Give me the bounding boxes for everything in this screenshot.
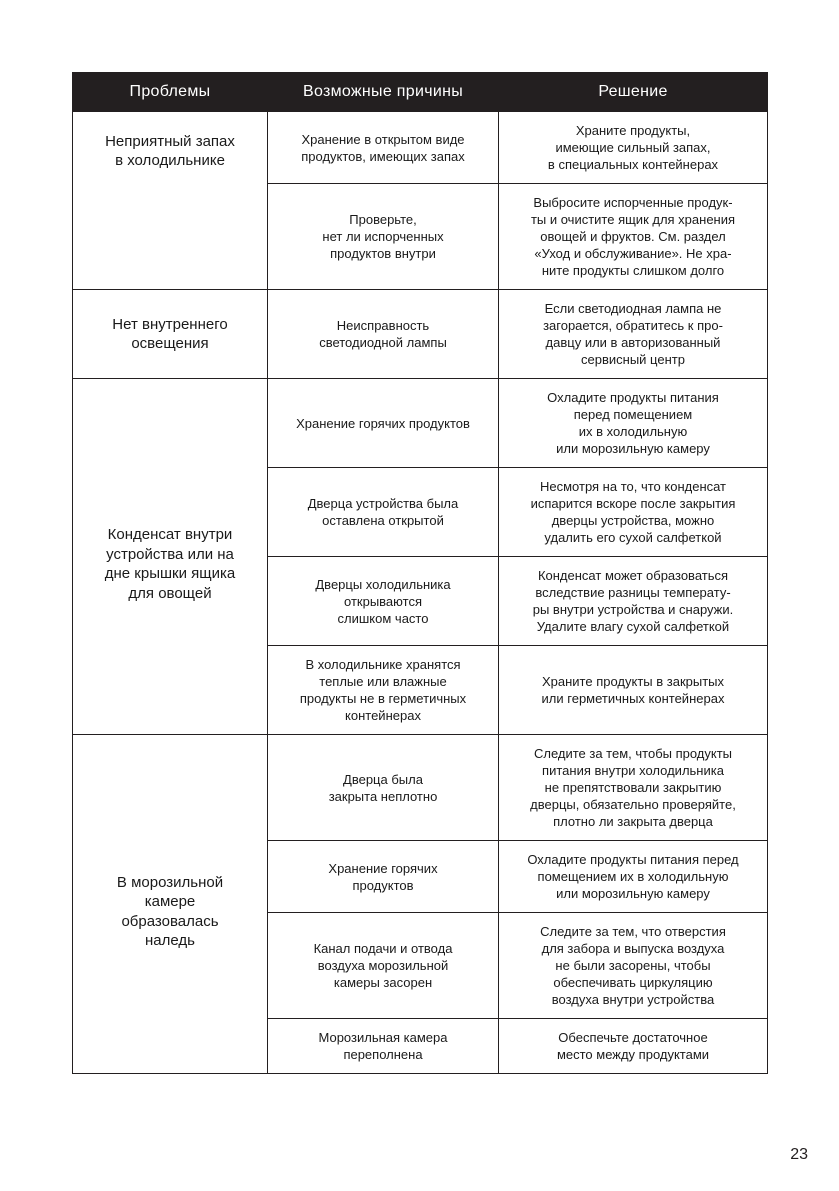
table-header-row — [73, 73, 768, 112]
solution-cell: Храните продукты, имеющие сильный запах, в специальных контейнерах — [499, 112, 768, 184]
solution-cell: Выбросите испорченные продук- ты и очистите ящик для хранения овощей и фруктов. См. раздел «Уход и обслуживание». Не хра- ните продукты слишком долго — [499, 184, 768, 290]
cause-cell: Канал подачи и отвода воздуха морозильной камеры засорен — [268, 913, 499, 1019]
problem-cell: В морозильной камере образовалась наледь — [73, 735, 268, 1074]
solution-cell: Охладите продукты питания перед помещением их в холодильную или морозильную камеру — [499, 379, 768, 468]
header-cause: Возможные причины — [268, 73, 499, 112]
table-row — [73, 112, 768, 184]
cause-cell: Дверца устройства была оставлена открытой — [268, 468, 499, 557]
troubleshooting-table — [72, 72, 768, 1074]
table-row — [73, 735, 768, 841]
cause-cell: Неисправность светодиодной лампы — [268, 290, 499, 379]
cause-cell: Хранение в открытом виде продуктов, имеющих запах — [268, 112, 499, 184]
cause-cell: Проверьте, нет ли испорченных продуктов внутри — [268, 184, 499, 290]
solution-cell: Конденсат может образоваться вследствие разницы температу- ры внутри устройства и снаружи. Удалите влагу сухой салфеткой — [499, 557, 768, 646]
solution-cell: Если светодиодная лампа не загорается, обратитесь к про- давцу или в авторизованный сервисный центр — [499, 290, 768, 379]
solution-cell: Следите за тем, что отверстия для забора и выпуска воздуха не были засорены, чтобы обеспечивать циркуляцию воздуха внутри устройства — [499, 913, 768, 1019]
page-number: 23 — [790, 1146, 808, 1163]
cause-cell: В холодильнике хранятся теплые или влажные продукты не в герметичных контейнерах — [268, 646, 499, 735]
cause-cell: Хранение горячих продуктов — [268, 841, 499, 913]
solution-cell: Охладите продукты питания перед помещением их в холодильную или морозильную камеру — [499, 841, 768, 913]
solution-cell: Обеспечьте достаточное место между продуктами — [499, 1019, 768, 1074]
cause-cell: Хранение горячих продуктов — [268, 379, 499, 468]
cause-cell: Морозильная камера переполнена — [268, 1019, 499, 1074]
problem-cell: Конденсат внутри устройства или на дне крышки ящика для овощей — [73, 379, 268, 735]
table-row — [73, 290, 768, 379]
solution-cell: Следите за тем, чтобы продукты питания внутри холодильника не препятствовали закрытию дверцы, обязательно проверяйте, плотно ли закрыта дверца — [499, 735, 768, 841]
cause-cell: Дверца была закрыта неплотно — [268, 735, 499, 841]
problem-cell: Неприятный запах в холодильнике — [73, 112, 268, 290]
solution-cell: Несмотря на то, что конденсат испарится вскоре после закрытия дверцы устройства, можно удалить его сухой салфеткой — [499, 468, 768, 557]
header-problem: Проблемы — [73, 73, 268, 112]
problem-cell: Нет внутреннего освещения — [73, 290, 268, 379]
table-row — [73, 379, 768, 468]
cause-cell: Дверцы холодильника открываются слишком часто — [268, 557, 499, 646]
header-solution: Решение — [499, 73, 768, 112]
solution-cell: Храните продукты в закрытых или герметичных контейнерах — [499, 646, 768, 735]
